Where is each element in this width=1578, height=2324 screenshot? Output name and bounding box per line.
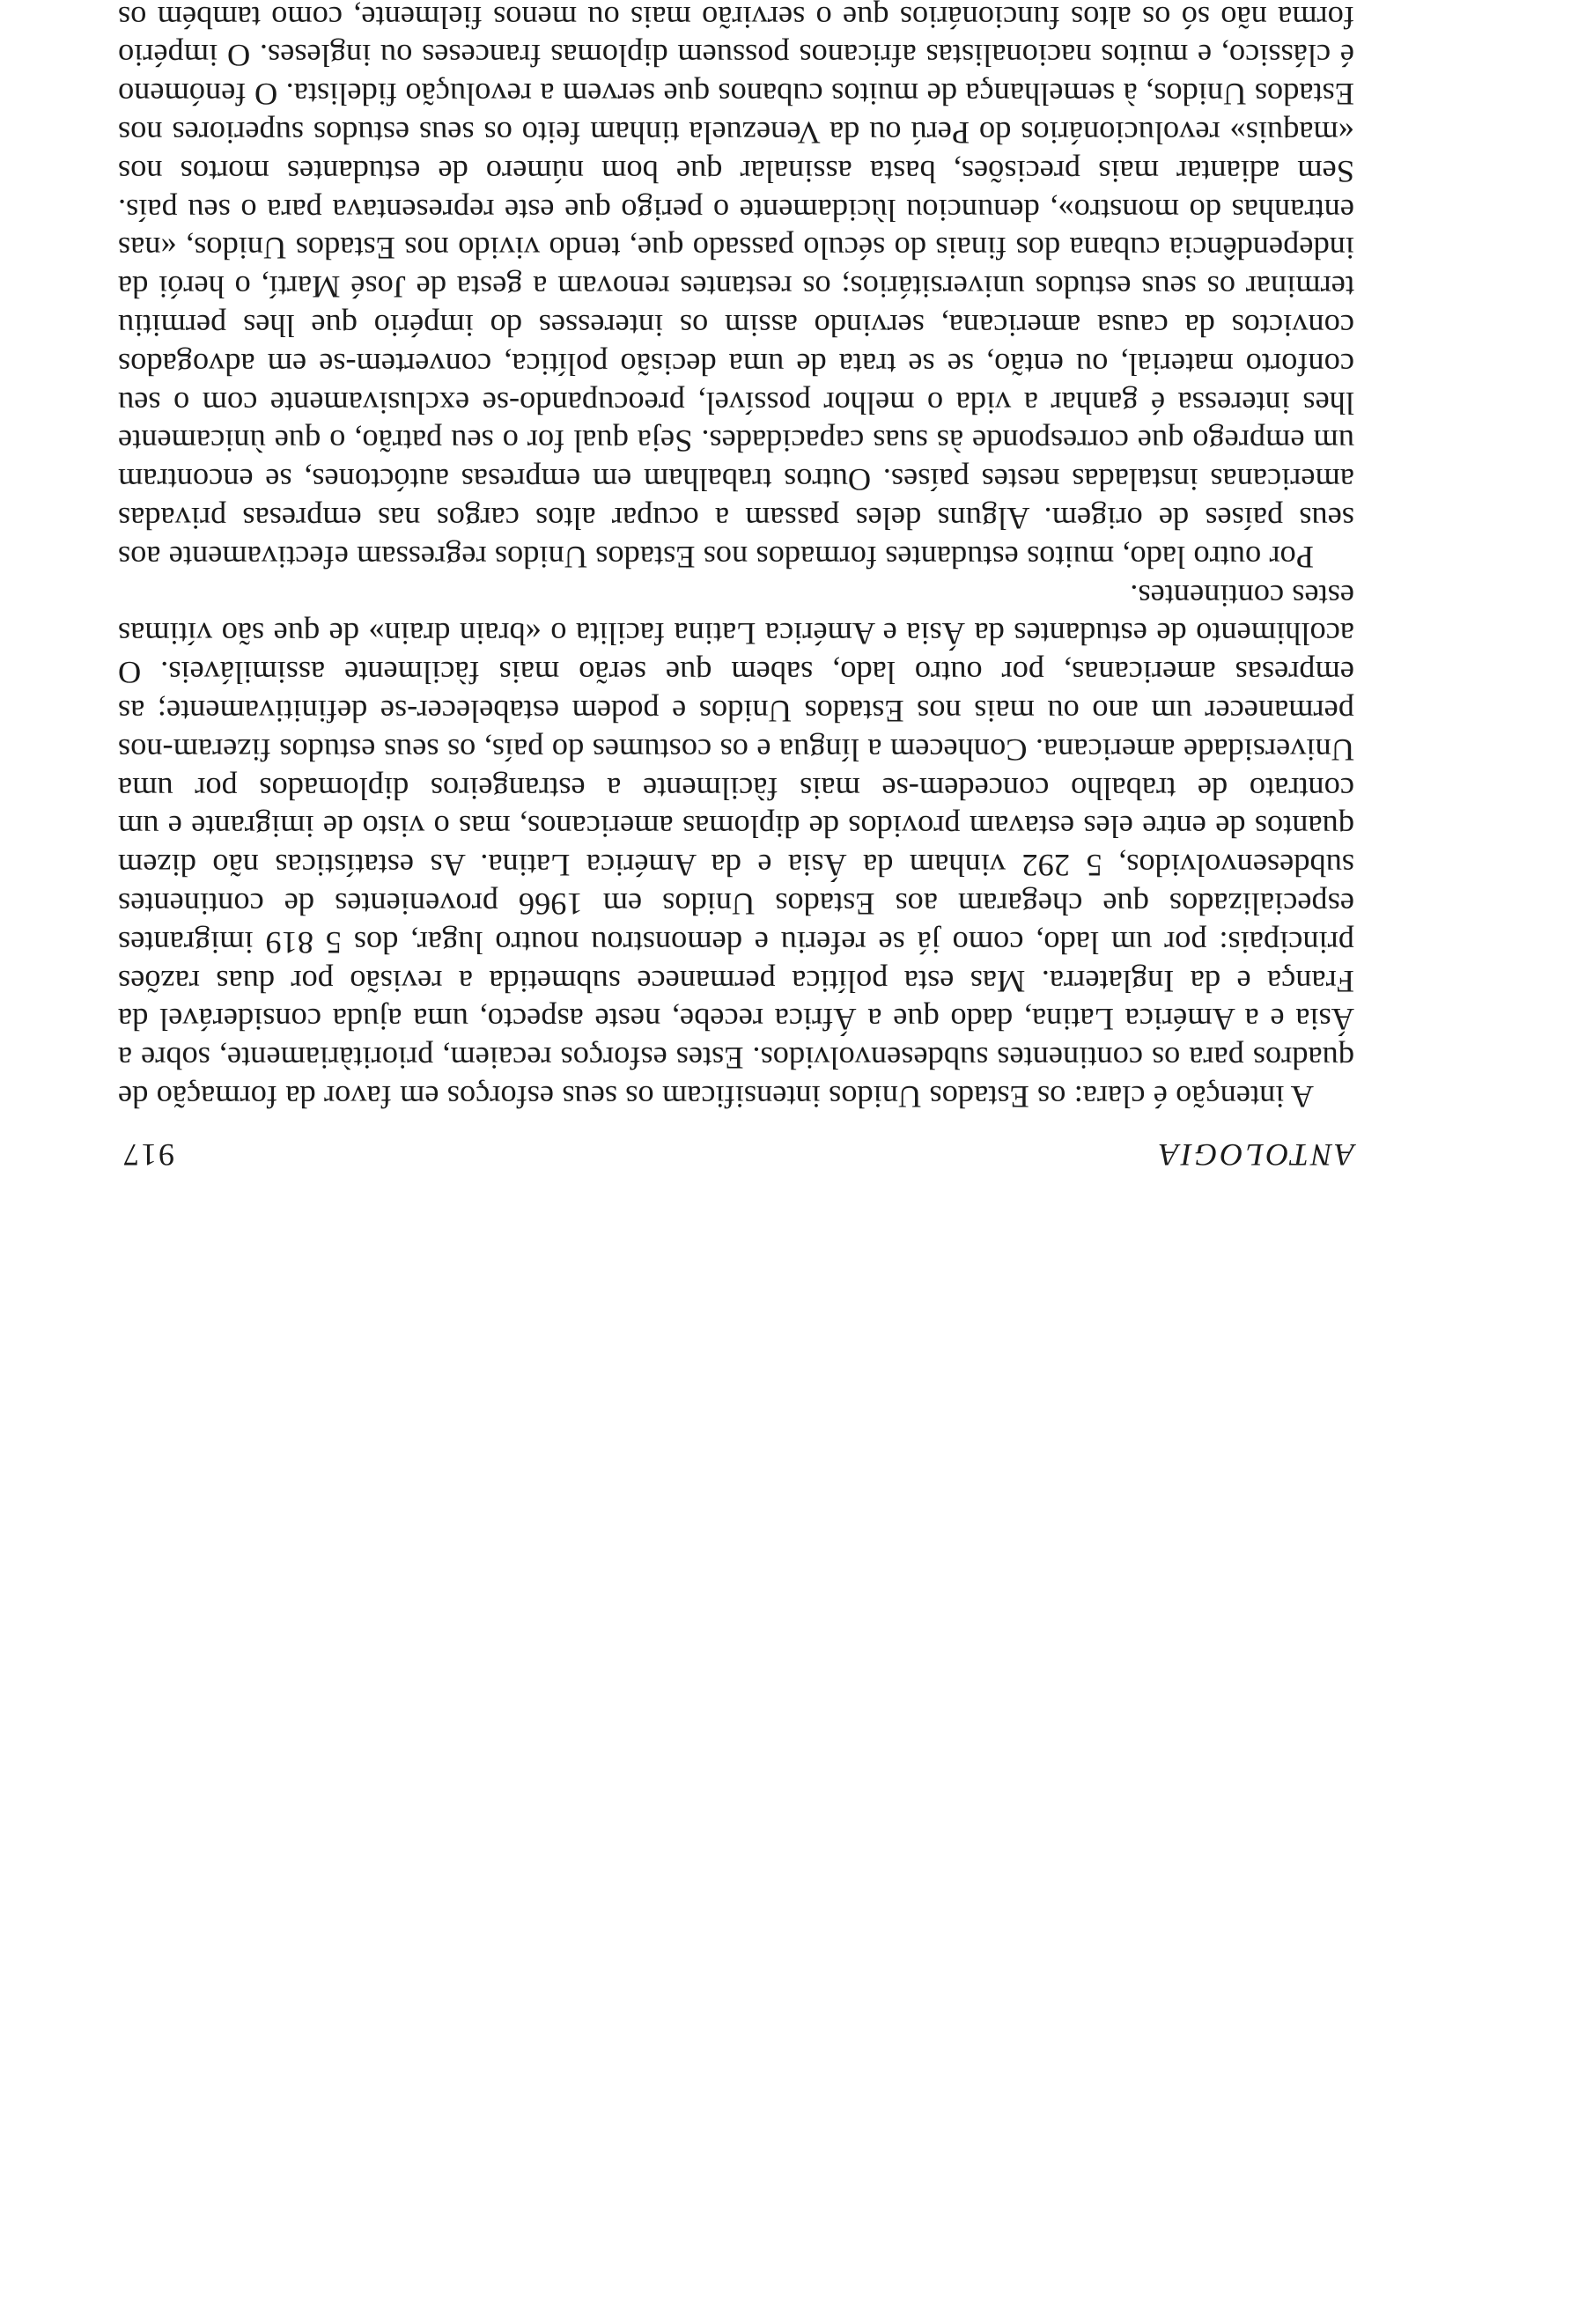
paragraph-intention: A intenção é clara: os Estados Unidos intensificam os seus esforços em favor da formação de quadros para os continentes subdesenvolvidos. Estes esforços recaiem, prioritàriamente, sobre a Ásia e a América Latina, dado que a África recebe, neste aspecto, uma ajuda considerável da França e da Inglaterra. Mas esta política permanece submetida a revisão por duas razões principais: por um lado, como já se referiu e demonstrou noutro lugar, dos 5 819 imigrantes especializados que chegaram aos Estados Unidos em 1966 provenientes de continentes subdesenvolvidos, 5 292 vinham da Ásia e da América Latina. As estatísticas não dizem quantos de entre eles estavam providos de diplomas americanos, mas o visto de imigrante e um contrato de trabalho concedem-se mais fàcilmente a estrangeiros diplomados por uma Universidade americana. Conhecem a língua e os costumes do país, os seus estudos fizeram-nos permanecer um ano ou mais nos Estados Unidos e podem estabelecer-se definitivamente; as empresas americanas, por outro lado, sabem que serão mais fàcilmente assimiláveis. O acolhimento de estudantes da Ásia e América Latina facilita o «brain drain» de que são vítimas estes continentes. — [118, 577, 1354, 1114]
page-number: 917 — [122, 1137, 174, 1173]
page-header — [122, 1136, 1354, 1173]
running-title: ANTOLOGIA — [1156, 1137, 1354, 1173]
body-text — [118, 0, 1354, 1115]
paragraph-returning-students: Por outro lado, muitos estudantes formados nos Estados Unidos regressam efectivamente aos seus países de origem. Alguns deles passam a ocupar altos cargos nas empresas privadas americanas instaladas nestes países. Outros trabalham em empresas autóctones, se encontram um emprego que corresponde às suas capacidades. Seja qual for o seu patrão, o que ùnicamente lhes interessa é ganhar a vida o melhor possível, preocupando-se exclusivamente com o seu conforto material, ou então, se se trata de uma decisão política, convertem-se em advogados convictos da causa americana, servindo assim os interesses do império que lhes permitiu terminar os seus estudos universitários; os restantes renovam a gesta de José Martí, o herói da independência cubana dos finais do século passado que, tendo vivido nos Estados Unidos, «nas entranhas do monstro», denunciou lùcidamente o perigo que este representava para o seu país. Sem adiantar mais precisões, basta assinalar que bom número de estudantes mortos nos «maquis» revolucionários do Perú ou da Venezuela tinham feito os seus estudos superiores nos Estados Unidos, à semelhança de muitos cubanos que servem a revolução fidelista. O fenómeno é clássico, e muitos nacionalistas africanos possuem diplomas franceses ou ingleses. O império forma não só os altos funcionários que o servirão mais ou menos fielmente, como também os — [118, 0, 1354, 575]
